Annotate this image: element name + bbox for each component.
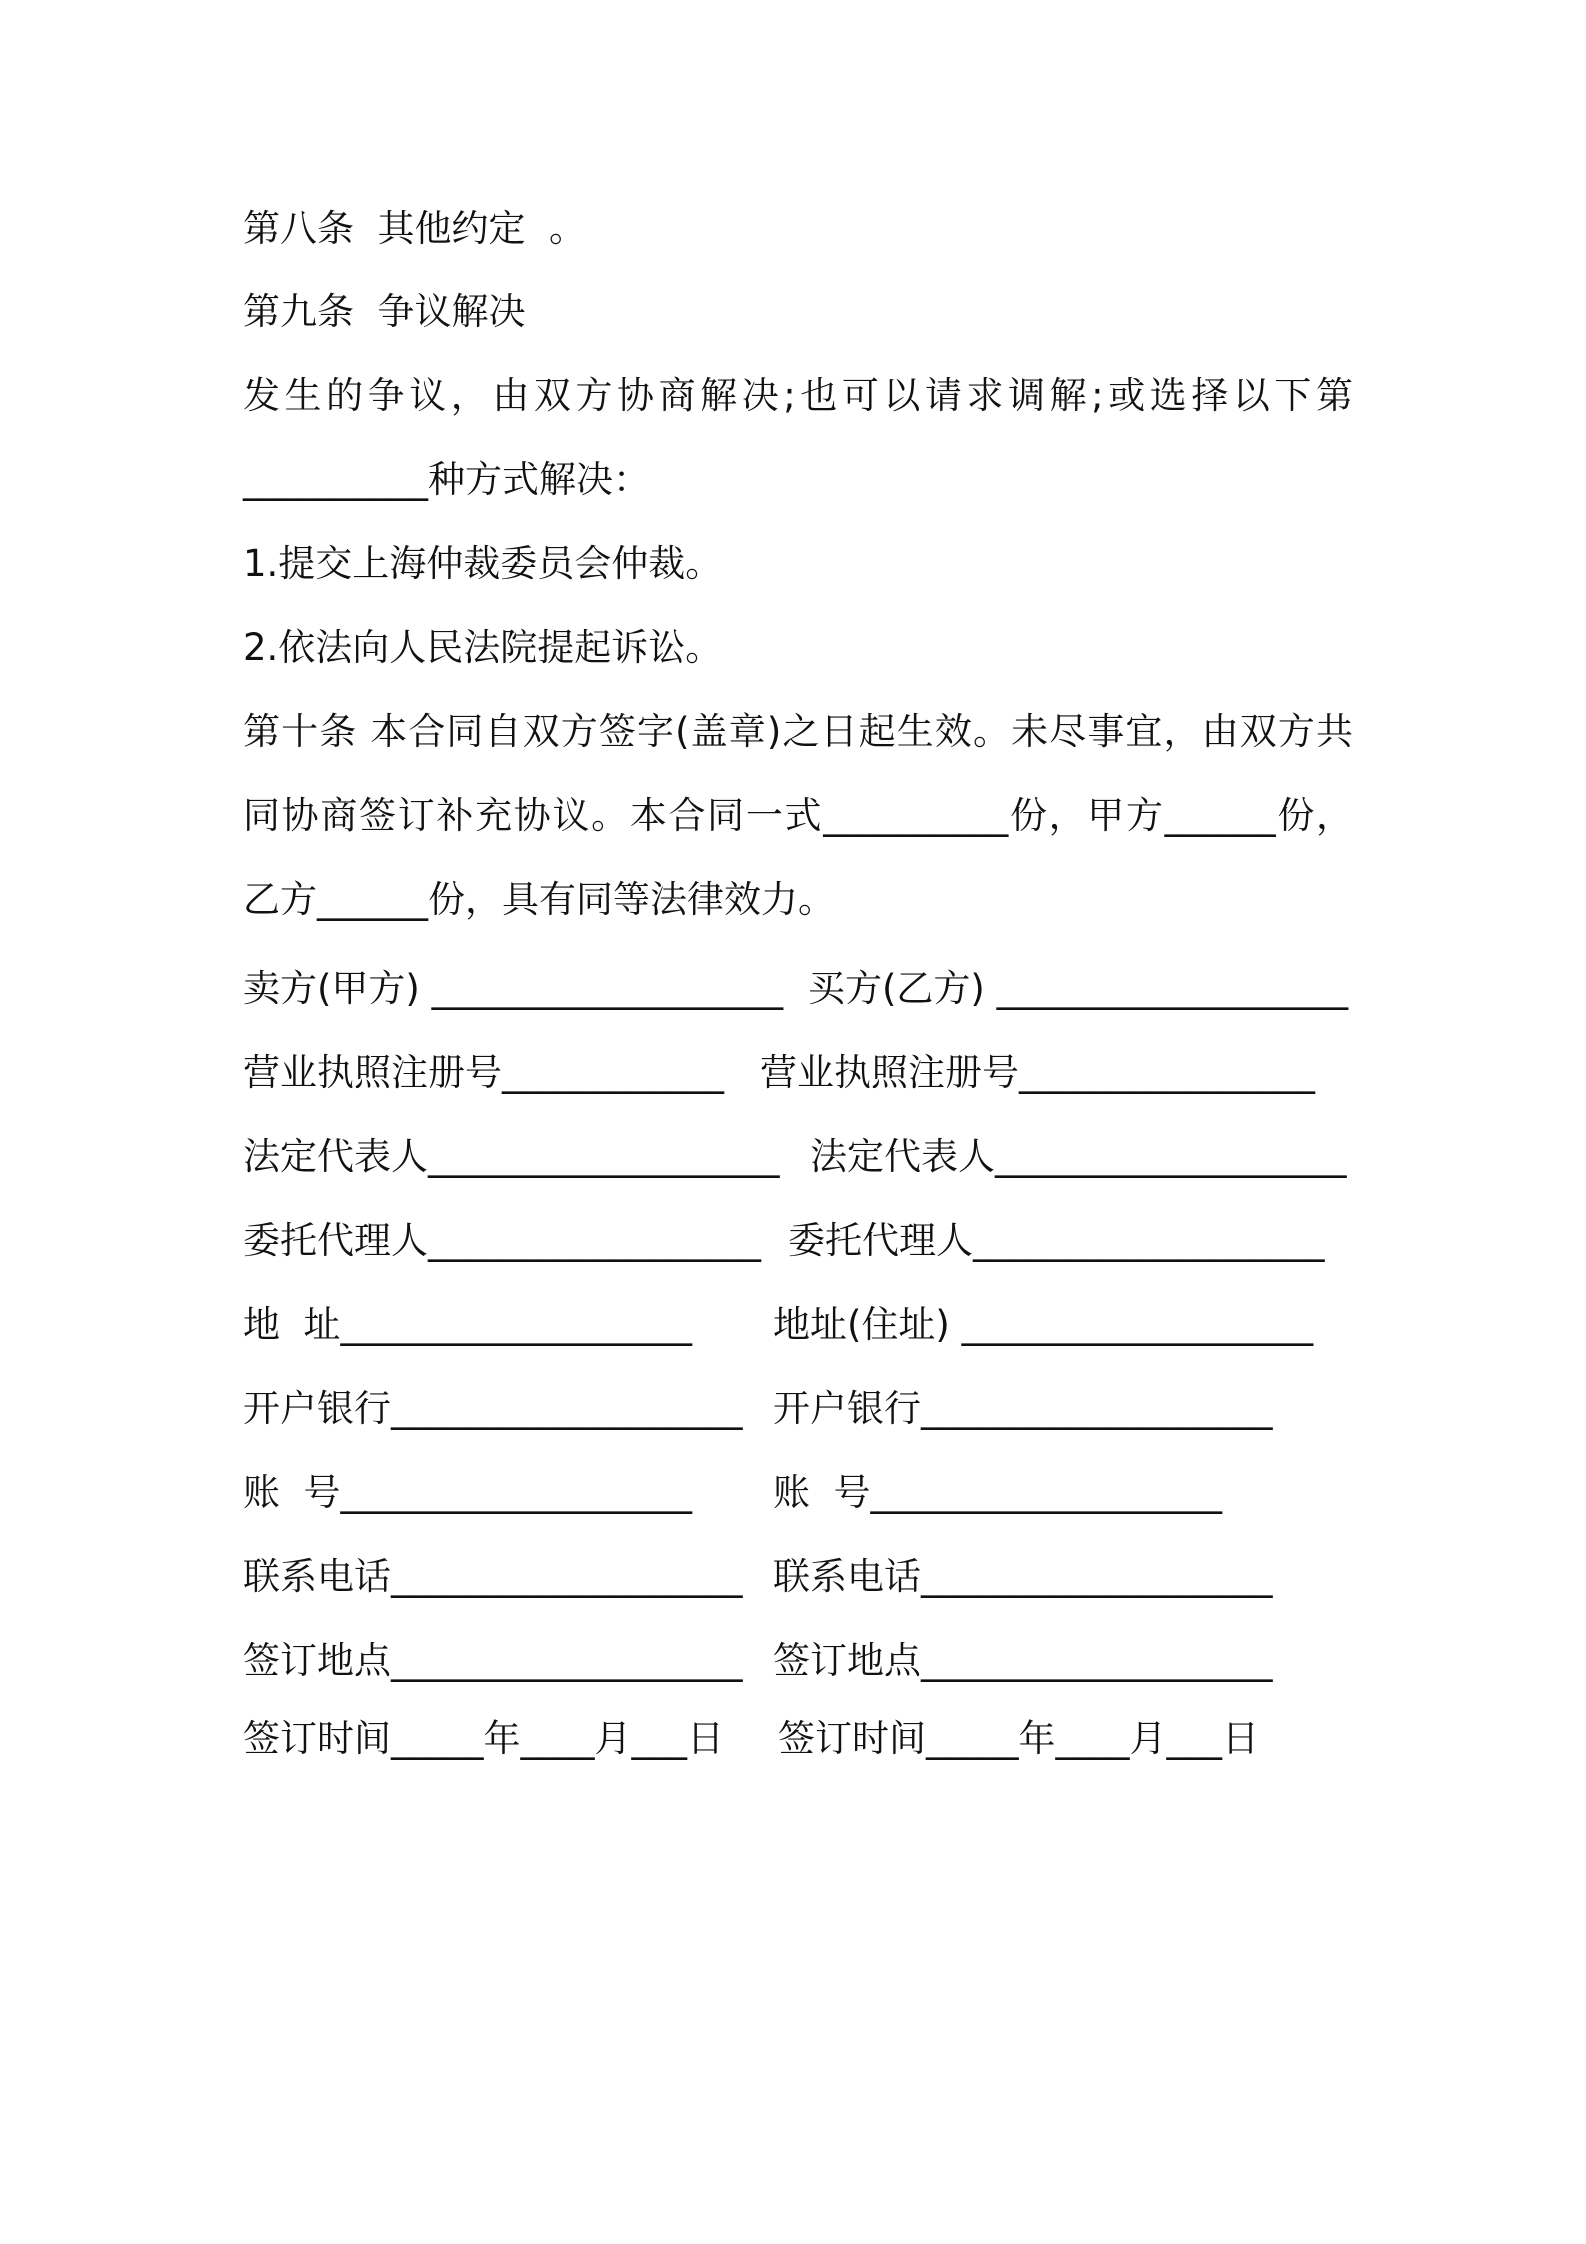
seller-bank-field: 开户银行___________________ bbox=[243, 1387, 743, 1430]
buyer-address-field: 地址(住址) ___________________ bbox=[773, 1303, 1314, 1346]
seller-signing-date-field: 签订时间_____年____月___日 bbox=[243, 1717, 724, 1760]
seller-party-field: 卖方(甲方) ___________________ bbox=[243, 967, 784, 1010]
article-9-text-line-1: 发生的争议，由双方协商解决;也可以请求调解;或选择以下第 bbox=[243, 374, 1353, 417]
article-8-clause: 第八条 其他约定 。 bbox=[243, 207, 587, 250]
dispute-option-1: 1.提交上海仲裁委员会仲裁。 bbox=[243, 542, 723, 585]
seller-signing-place-field: 签订地点___________________ bbox=[243, 1639, 743, 1682]
seller-account-field: 账 号___________________ bbox=[243, 1471, 693, 1514]
buyer-signing-place-field: 签订地点___________________ bbox=[773, 1639, 1273, 1682]
seller-address-field: 地 址___________________ bbox=[243, 1303, 693, 1346]
article-10-line-2: 同协商签订补充协议。本合同一式__________份，甲方______份， bbox=[243, 794, 1353, 837]
buyer-business-license-field: 营业执照注册号________________ bbox=[760, 1051, 1315, 1094]
buyer-account-field: 账 号___________________ bbox=[773, 1471, 1223, 1514]
seller-business-license-field: 营业执照注册号____________ bbox=[243, 1051, 724, 1094]
seller-agent-field: 委托代理人__________________ bbox=[243, 1219, 761, 1262]
article-9-title: 第九条 争议解决 bbox=[243, 290, 526, 333]
buyer-party-field: 买方(乙方) ___________________ bbox=[808, 967, 1349, 1010]
article-10-line-3: 乙方______份，具有同等法律效力。 bbox=[243, 878, 835, 921]
buyer-phone-field: 联系电话___________________ bbox=[773, 1555, 1273, 1598]
buyer-bank-field: 开户银行___________________ bbox=[773, 1387, 1273, 1430]
article-10-line-1: 第十条 本合同自双方签字(盖章)之日起生效。未尽事宜，由双方共 bbox=[243, 710, 1353, 753]
buyer-agent-field: 委托代理人___________________ bbox=[788, 1219, 1325, 1262]
seller-legal-representative-field: 法定代表人___________________ bbox=[243, 1135, 780, 1178]
buyer-legal-representative-field: 法定代表人___________________ bbox=[810, 1135, 1347, 1178]
article-9-text-line-2: __________种方式解决： bbox=[243, 458, 650, 501]
dispute-option-2: 2.依法向人民法院提起诉讼。 bbox=[243, 626, 723, 669]
buyer-signing-date-field: 签订时间_____年____月___日 bbox=[778, 1717, 1259, 1760]
seller-phone-field: 联系电话___________________ bbox=[243, 1555, 743, 1598]
